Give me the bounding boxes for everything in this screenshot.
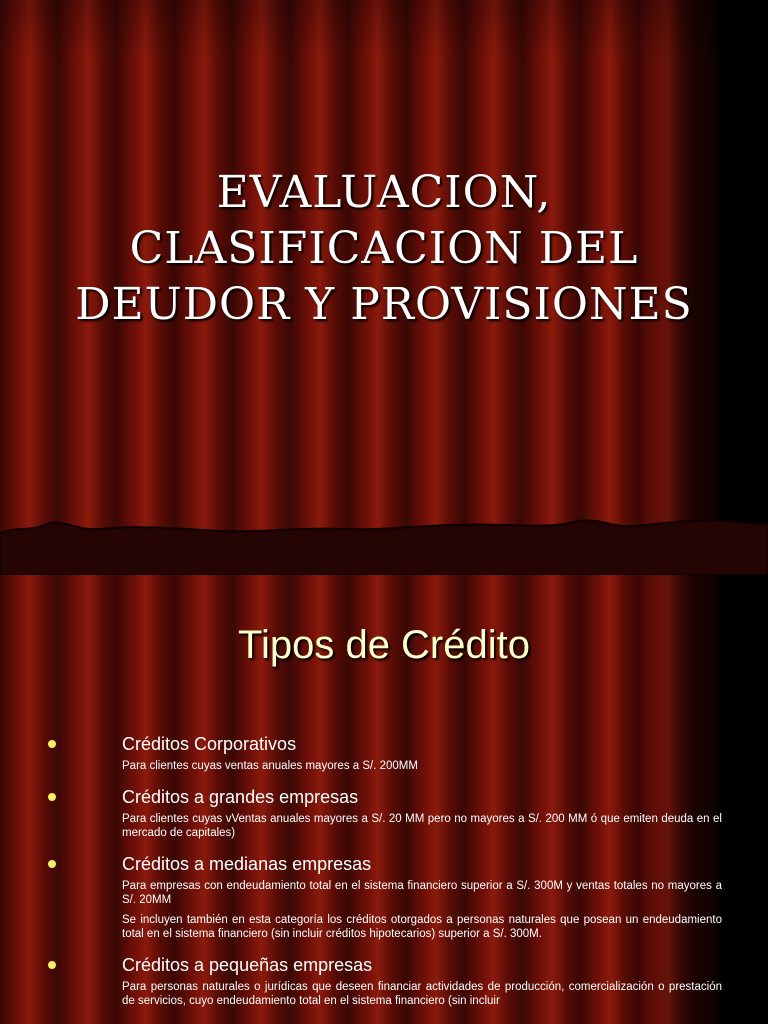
item-description: Para clientes cuyas vVentas anuales mayores a S/. 20 MM pero no mayores a S/. 200 MM ó que emiten deuda en el mercado de capitales) bbox=[122, 813, 722, 839]
item-description: Para personas naturales o jurídicas que deseen financiar actividades de producción, comercialización o prestación de servicios, cuyo endeudamiento total en el sistema financiero (sin incluir bbox=[122, 981, 722, 1007]
item-description: Se incluyen también en esta categoría los créditos otorgados a personas naturales que posean un endeudamiento total en el sistema financiero (sin incluir créditos hipotecarios) superior a S/. 300M. bbox=[122, 914, 722, 940]
item-description: Para clientes cuyas ventas anuales mayores a S/. 200MM bbox=[122, 760, 418, 772]
title-line-2: CLASIFICACION DEL bbox=[129, 223, 639, 274]
bullet-icon bbox=[48, 860, 56, 868]
list-item bbox=[40, 785, 722, 840]
item-title: Créditos Corporativos bbox=[122, 734, 297, 754]
curtain-hem-decoration bbox=[0, 505, 768, 575]
top-shade bbox=[0, 0, 768, 60]
item-title: Créditos a pequeñas empresas bbox=[122, 955, 373, 975]
bullet-icon bbox=[48, 793, 56, 801]
slide-credit-types bbox=[0, 575, 768, 1024]
list-item bbox=[40, 852, 722, 941]
list-item bbox=[40, 732, 722, 773]
slide-heading: Tipos de Crédito bbox=[238, 623, 530, 667]
item-title: Créditos a medianas empresas bbox=[122, 854, 372, 874]
title-line-1: EVALUACION, bbox=[216, 167, 552, 218]
slide-title-heading bbox=[40, 165, 728, 333]
bullet-icon bbox=[48, 961, 56, 969]
item-title: Créditos a grandes empresas bbox=[122, 787, 359, 807]
bullet-icon bbox=[48, 740, 56, 748]
credit-type-list bbox=[40, 732, 722, 1020]
list-item bbox=[40, 953, 722, 1008]
title-line-3: DEUDOR Y PROVISIONES bbox=[75, 279, 693, 330]
item-description: Para empresas con endeudamiento total en el sistema financiero superior a S/. 300M y ventas totales no mayores a S/. 20MM bbox=[122, 880, 722, 906]
